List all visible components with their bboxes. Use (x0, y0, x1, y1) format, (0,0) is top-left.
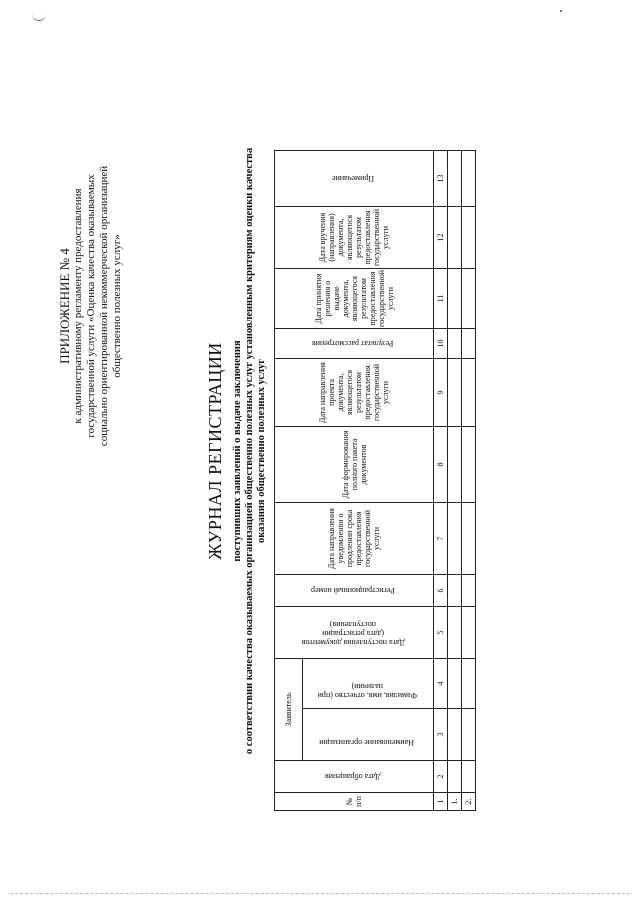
table-row (448, 150, 462, 810)
table-cell (462, 358, 476, 426)
row-number: 1. (448, 793, 462, 811)
page-corner-mark (32, 14, 46, 21)
table-cell (448, 328, 462, 358)
journal-subtitle-line: о соответствии качества оказываемых организацией общественно полезных услуг установленным критериям оценки качества (244, 147, 255, 755)
appendix-line: к административному регламенту предоставления (72, 188, 84, 424)
table-cell (448, 358, 462, 426)
col-number: 4 (434, 658, 448, 708)
table-cell (462, 709, 476, 761)
col-number: 11 (434, 268, 448, 328)
col-number: 13 (434, 150, 448, 206)
document-sheet (48, 46, 512, 856)
col-header-draft-date: Дата направления проекта документа, являющегося результатом предоставления государственной услуги (275, 358, 434, 426)
col-number: 12 (434, 206, 448, 268)
table-cell (462, 761, 476, 793)
table-cell (448, 658, 462, 708)
table-cell (448, 761, 462, 793)
table-cell (462, 574, 476, 606)
scan-bottom-edge (10, 893, 630, 894)
table-cell (462, 150, 476, 206)
table-cell (448, 150, 462, 206)
col-header-package-date: Дата формирования полного пакета документов (275, 426, 434, 502)
col-header-decision-date: Дата принятия решения о выдаче документа, являющегося результатом предоставления государственной услуги (275, 268, 434, 328)
col-header-doc-date: Дата поступления документов (дата регистрации поступления) (275, 606, 434, 658)
journal-subtitle (232, 46, 268, 856)
col-number: 6 (434, 574, 448, 606)
col-header-org-name: Наименование организации (303, 709, 434, 761)
col-header-person-name: Фамилия, имя, отчество (при наличии) (303, 658, 434, 708)
table-cell (448, 709, 462, 761)
scan-speck (560, 10, 562, 12)
col-header-date-appeal: Дата обращения (275, 761, 434, 793)
table-cell (448, 206, 462, 268)
col-header-num: № п/п (275, 793, 434, 811)
appendix-title: ПРИЛОЖЕНИЕ № 4 (57, 248, 72, 364)
col-number: 2 (434, 761, 448, 793)
table-cell (462, 268, 476, 328)
col-number: 8 (434, 426, 448, 502)
col-number: 7 (434, 502, 448, 574)
table-cell (462, 206, 476, 268)
col-header-reg-number: Регистрационный номер (275, 574, 434, 606)
appendix-line: государственной услуги «Оценка качества оказываемых (85, 174, 97, 438)
table-cell (448, 268, 462, 328)
col-number: 3 (434, 709, 448, 761)
col-header-review-result: Результат рассмотрения (275, 328, 434, 358)
appendix-header (58, 116, 124, 496)
col-header-delivery-date: Дата вручения (направления) документа, являющегося результатом предоставления государственной услуги (275, 206, 434, 268)
table-cell (448, 502, 462, 574)
journal-title: ЖУРНАЛ РЕГИСТРАЦИИ (205, 342, 225, 560)
col-number: 5 (434, 606, 448, 658)
journal-subtitle-line: оказания общественно полезных услуг (256, 358, 267, 544)
col-header-applicant: Заявитель (275, 658, 303, 760)
registration-table (274, 150, 476, 811)
table-cell (462, 658, 476, 708)
table-cell (448, 606, 462, 658)
col-number: 10 (434, 328, 448, 358)
table-cell (462, 328, 476, 358)
table-cell (448, 574, 462, 606)
table-row (462, 150, 476, 810)
appendix-line: социально ориентированной некоммерческой организацией (98, 165, 110, 447)
row-number: 2. (462, 793, 476, 811)
table-cell (448, 426, 462, 502)
col-number: 9 (434, 358, 448, 426)
table-cell (462, 606, 476, 658)
col-header-note: Примечание (275, 150, 434, 206)
col-number: 1 (434, 793, 448, 811)
appendix-line: общественно полезных услуг» (111, 234, 123, 378)
col-header-extension-notice: Дата направления уведомления о продлении срока предоставления государственной услуги (275, 502, 434, 574)
table-cell (462, 502, 476, 574)
table-cell (462, 426, 476, 502)
journal-subtitle-line: поступивших заявлений о выдаче заключения (232, 340, 243, 562)
